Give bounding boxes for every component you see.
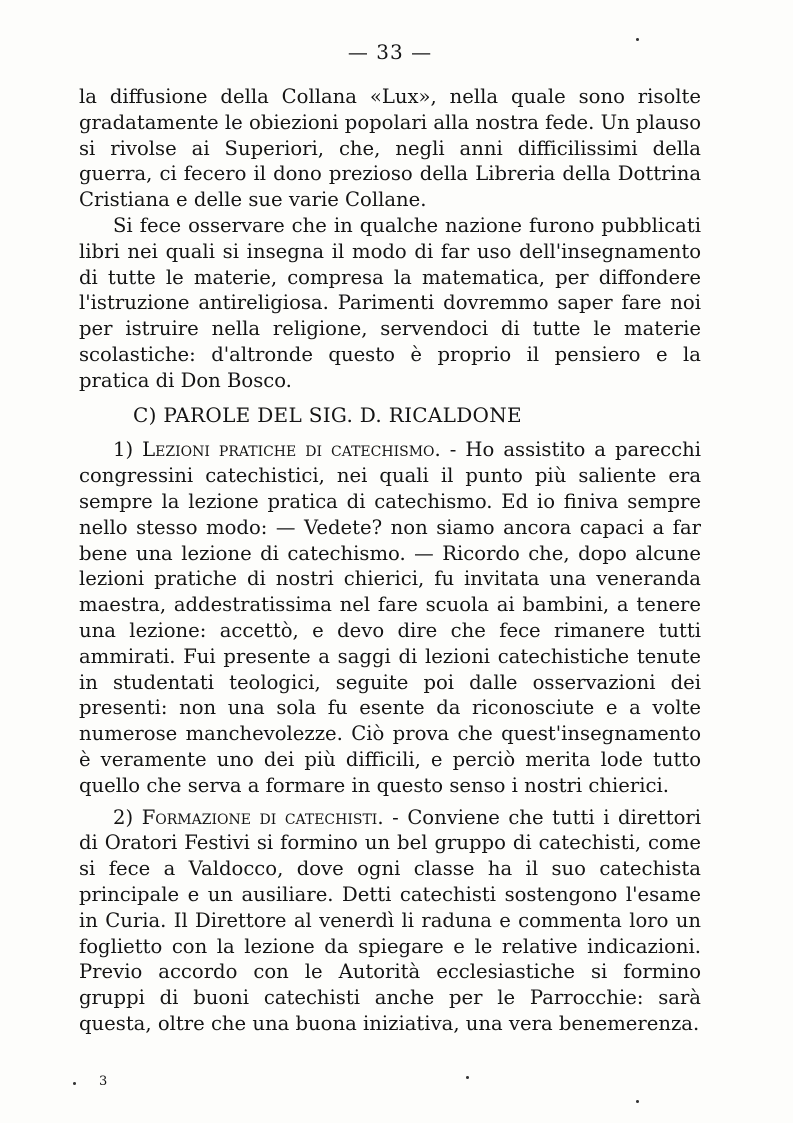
item-text: - Conviene che tutti i direttori di Oratori Festivi si formino un bel gruppo di catechisti, come si fece a Valdocco, dove ogni classe ha il suo catechista principale e un ausiliare. Detti catechisti sostengono l'esame in Curia. Il Direttore al venerdì li raduna e commenta loro un foglietto con la lezione da spiegare e le relative indicazioni. Previo accordo con le Autorità ecclesiastiche si formino gruppi di buoni catechisti anche per le Parrocchie: sarà questa, oltre che una buona iniziativa, una vera benemerenza. [79, 805, 701, 1035]
item-text: - Ho assistito a parecchi congressini catechistici, nei quali il punto più saliente era sempre la lezione pratica di catechismo. Ed io finiva sempre nello stesso modo: — Vedete? non siamo ancora capaci a far bene una lezione di catechismo. — Ricordo che, dopo alcune lezioni pratiche di nostri chierici, fu invitata una veneranda maestra, addestratissima nel fare scuola ai bambini, a tenere una lezione: accettò, e devo dire che fece rimanere tutti ammirati. Fui presente a saggi di lezioni catechistiche tenute in studentati teologici, seguite poi dalle osservazioni dei presenti: non una sola fu esente da riconosciute e a volte numerose manchevolezze. Ciò prova che quest'insegnamento è veramente uno dei più difficili, e perciò merita lode tutto quello che serva a formare in questo senso i nostri chierici. [79, 438, 702, 797]
paragraph-continuation: la diffusione della Collana «Lux», nella quale sono risolte gradatamente le obiezioni popolari alla nostra fede. Un plauso si rivolse ai Superiori, che, negli anni difficilissimi della guerra, ci fecero il dono prezioso della Libreria della Dottrina Cristiana e delle sue varie Collane. [79, 85, 701, 212]
print-speck [466, 1076, 469, 1079]
print-speck [636, 38, 639, 41]
item-number: 1) [113, 438, 134, 462]
section-heading: C) PAROLE DEL SIG. D. RICALDONE [133, 402, 522, 427]
print-speck [73, 1082, 76, 1085]
item-lezioni-pratiche [79, 437, 701, 798]
body-text [79, 84, 701, 1037]
print-speck [636, 1100, 639, 1103]
signature-mark: 3 [99, 1074, 108, 1089]
item-title: Formazione di catechisti. [141, 805, 384, 829]
page-number: — 33 — [347, 40, 433, 64]
item-title: Lezioni pratiche di catechismo. [142, 438, 441, 462]
paragraph-materie: Si fece osservare che in qualche nazione furono pubblicati libri nei quali si insegna il modo di far uso dell'insegnamento di tutte le materie, compresa la matematica, per diffondere l'istruzione antireligiosa. Parimenti dovremmo saper fare noi per istruire nella religione, servendoci di tutte le materie scolastiche: d'altronde questo è proprio il pensiero e la pratica di Don Bosco. [79, 213, 701, 392]
item-formazione-catechisti [79, 805, 701, 1037]
item-number: 2) [113, 805, 134, 829]
